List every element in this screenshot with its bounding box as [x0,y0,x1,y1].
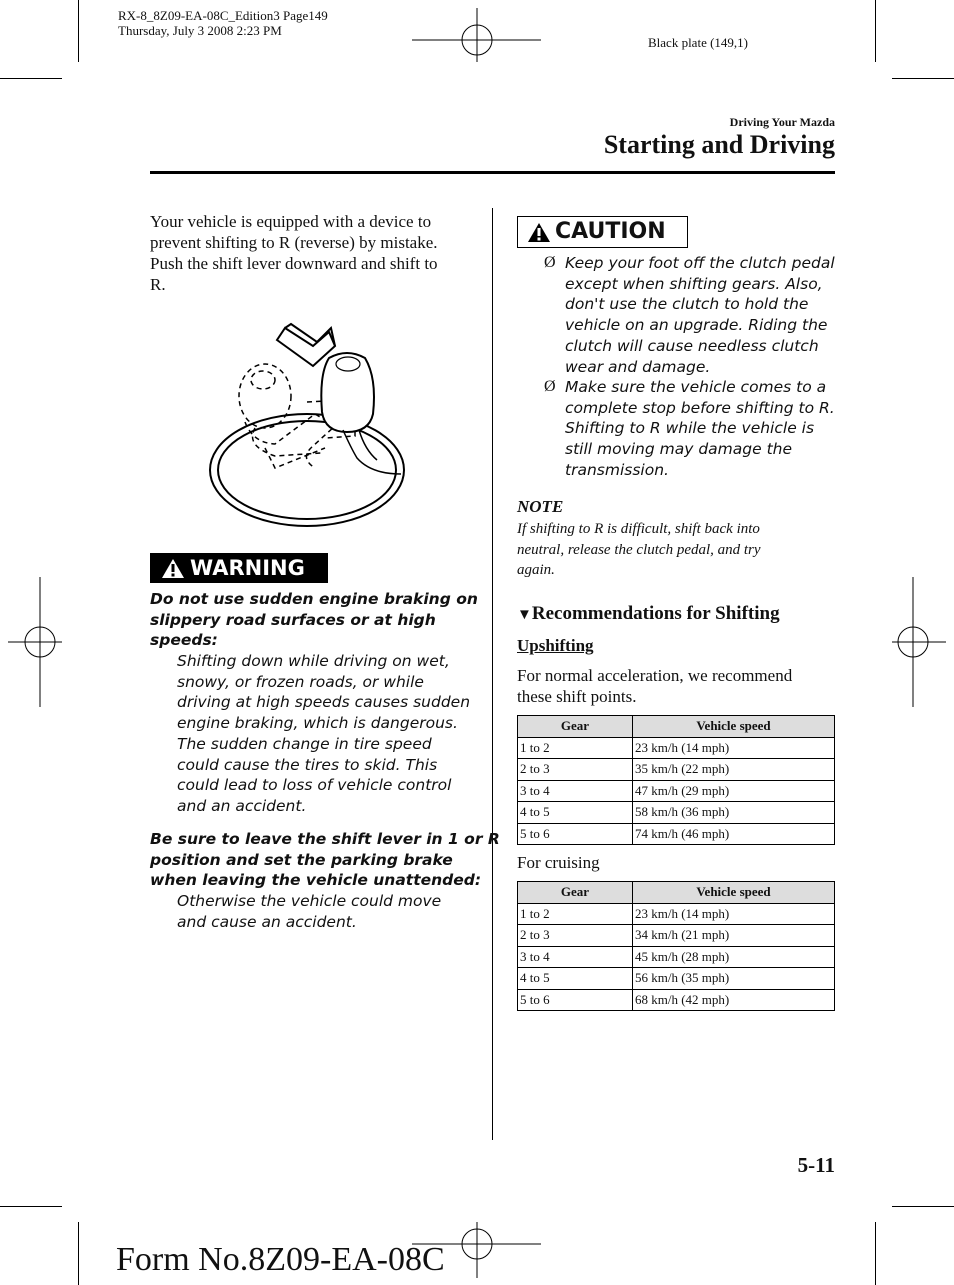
table-row [518,802,835,824]
warning-line: speeds: [150,631,218,650]
speed-cell: 35 km/h (22 mph) [633,759,835,781]
intro-line: Your vehicle is equipped with a device to [150,212,432,231]
warning-line: driving at high speeds causes sudden [177,693,471,712]
table-header-row [518,882,835,904]
speed-cell: 23 km/h (14 mph) [633,737,835,759]
section-name: Driving Your Mazda [729,115,835,129]
warning-1-body [177,651,470,817]
warning-label: WARNING [190,556,305,580]
warning-line: and an accident. [177,796,307,815]
speed-cell: 23 km/h (14 mph) [633,903,835,925]
warning-line: Otherwise the vehicle could move [177,892,442,910]
intro-line: Push the shift lever downward and shift to [150,254,438,273]
table-row [518,968,835,990]
note-line: again. [517,562,555,578]
print-header-info [118,8,328,38]
warning-line: when leaving the vehicle unattended: [150,871,482,890]
note-title: NOTE [517,497,564,516]
cruising-text: For cruising [517,853,600,872]
header-vehicle-speed: Vehicle speed [633,716,835,738]
plate-label: Black plate (149,1) [648,35,748,50]
table-header-row [518,716,835,738]
caution-line: except when shifting gears. Also, [565,274,823,293]
caution-item-1 [565,253,835,377]
intro-paragraph [150,211,480,295]
warning-banner [150,553,328,583]
gear-cell: 2 to 3 [518,925,633,947]
table-row [518,925,835,947]
table-row [518,823,835,845]
warning-2-body [177,891,441,932]
column-divider [492,208,493,1140]
gear-cell: 1 to 2 [518,903,633,925]
caution-line: Make sure the vehicle comes to a [565,378,827,396]
note-text [517,519,761,581]
gear-cell: 1 to 2 [518,737,633,759]
caution-line: complete stop before shifting to R. [565,398,835,417]
intro-line: prevent shifting to R (reverse) by mistake. [150,233,438,252]
print-date-line: Thursday, July 3 2008 2:23 PM [118,23,282,38]
gear-cell: 5 to 6 [518,823,633,845]
caution-line: still moving may damage the [565,440,793,459]
table-row [518,737,835,759]
form-number: Form No.8Z09-EA-08C [116,1241,445,1278]
intro-line: R. [150,275,166,294]
caution-item-2 [565,377,835,481]
gear-cell: 3 to 4 [518,780,633,802]
cruising-table [517,881,835,1011]
gear-cell: 4 to 5 [518,968,633,990]
caution-line: Shifting to R while the vehicle is [565,419,815,438]
warning-line: slippery road surfaces or at high [150,610,436,629]
header-rule [150,171,835,174]
caution-banner [517,216,688,248]
speed-cell: 47 km/h (29 mph) [633,780,835,802]
shift-lever-illustration [205,318,415,533]
upshift-line: For normal acceleration, we recommend [517,666,793,685]
print-job-line: RX-8_8Z09-EA-08C_Edition3 Page149 [118,8,328,23]
bullet-icon: Ø [544,254,556,271]
speed-cell: 68 km/h (42 mph) [633,989,835,1011]
warning-1-heading [150,589,478,651]
bullet-icon: Ø [544,378,556,395]
header-gear: Gear [518,882,633,904]
warning-line: and cause an accident. [177,912,357,931]
upshifting-heading: Upshifting [517,636,594,655]
table-row [518,780,835,802]
warning-line: Be sure to leave the shift lever in 1 or R [150,830,500,848]
section-heading [517,603,780,625]
warning-line: snowy, or frozen roads, or while [177,672,424,691]
warning-line: could lead to loss of vehicle control [177,776,452,795]
upshift-table [517,715,835,845]
warning-line: Shifting down while driving on wet, [177,652,450,670]
table-row [518,903,835,925]
gear-cell: 3 to 4 [518,946,633,968]
speed-cell: 58 km/h (36 mph) [633,802,835,824]
caution-line: Keep your foot off the clutch pedal [565,254,835,272]
warning-line: engine braking, which is dangerous. [177,714,458,733]
warning-line: Do not use sudden engine braking on [150,590,478,608]
page-number: 5-11 [797,1153,835,1177]
section-heading-text: Recommendations for Shifting [531,603,780,624]
warning-line: position and set the parking brake [150,850,453,869]
table-row [518,989,835,1011]
triangle-marker-icon: ▼ [517,607,532,623]
caution-label: CAUTION [555,219,666,244]
warning-line: could cause the tires to skid. This [177,755,438,774]
caution-line: transmission. [565,460,669,479]
upshift-line: these shift points. [517,687,637,706]
speed-cell: 56 km/h (35 mph) [633,968,835,990]
caution-line: clutch will cause needless clutch [565,336,819,355]
header-gear: Gear [518,716,633,738]
header-vehicle-speed: Vehicle speed [633,882,835,904]
note-line: If shifting to R is difficult, shift back into [517,521,760,537]
gear-cell: 2 to 3 [518,759,633,781]
speed-cell: 34 km/h (21 mph) [633,925,835,947]
speed-cell: 74 km/h (46 mph) [633,823,835,845]
note-line: neutral, release the clutch pedal, and try [517,541,761,558]
gear-cell: 5 to 6 [518,989,633,1011]
table-row [518,759,835,781]
caution-line: vehicle on an upgrade. Riding the [565,316,828,335]
upshift-text [517,665,792,707]
gear-cell: 4 to 5 [518,802,633,824]
page-title: Starting and Driving [603,130,835,159]
warning-triangle-icon [161,558,185,579]
warning-2-heading [150,829,500,891]
table-row [518,946,835,968]
speed-cell: 45 km/h (28 mph) [633,946,835,968]
caution-line: wear and damage. [565,357,711,376]
warning-line: The sudden change in tire speed [177,734,432,753]
caution-line: don't use the clutch to hold the [565,295,809,314]
caution-triangle-icon [527,222,551,243]
